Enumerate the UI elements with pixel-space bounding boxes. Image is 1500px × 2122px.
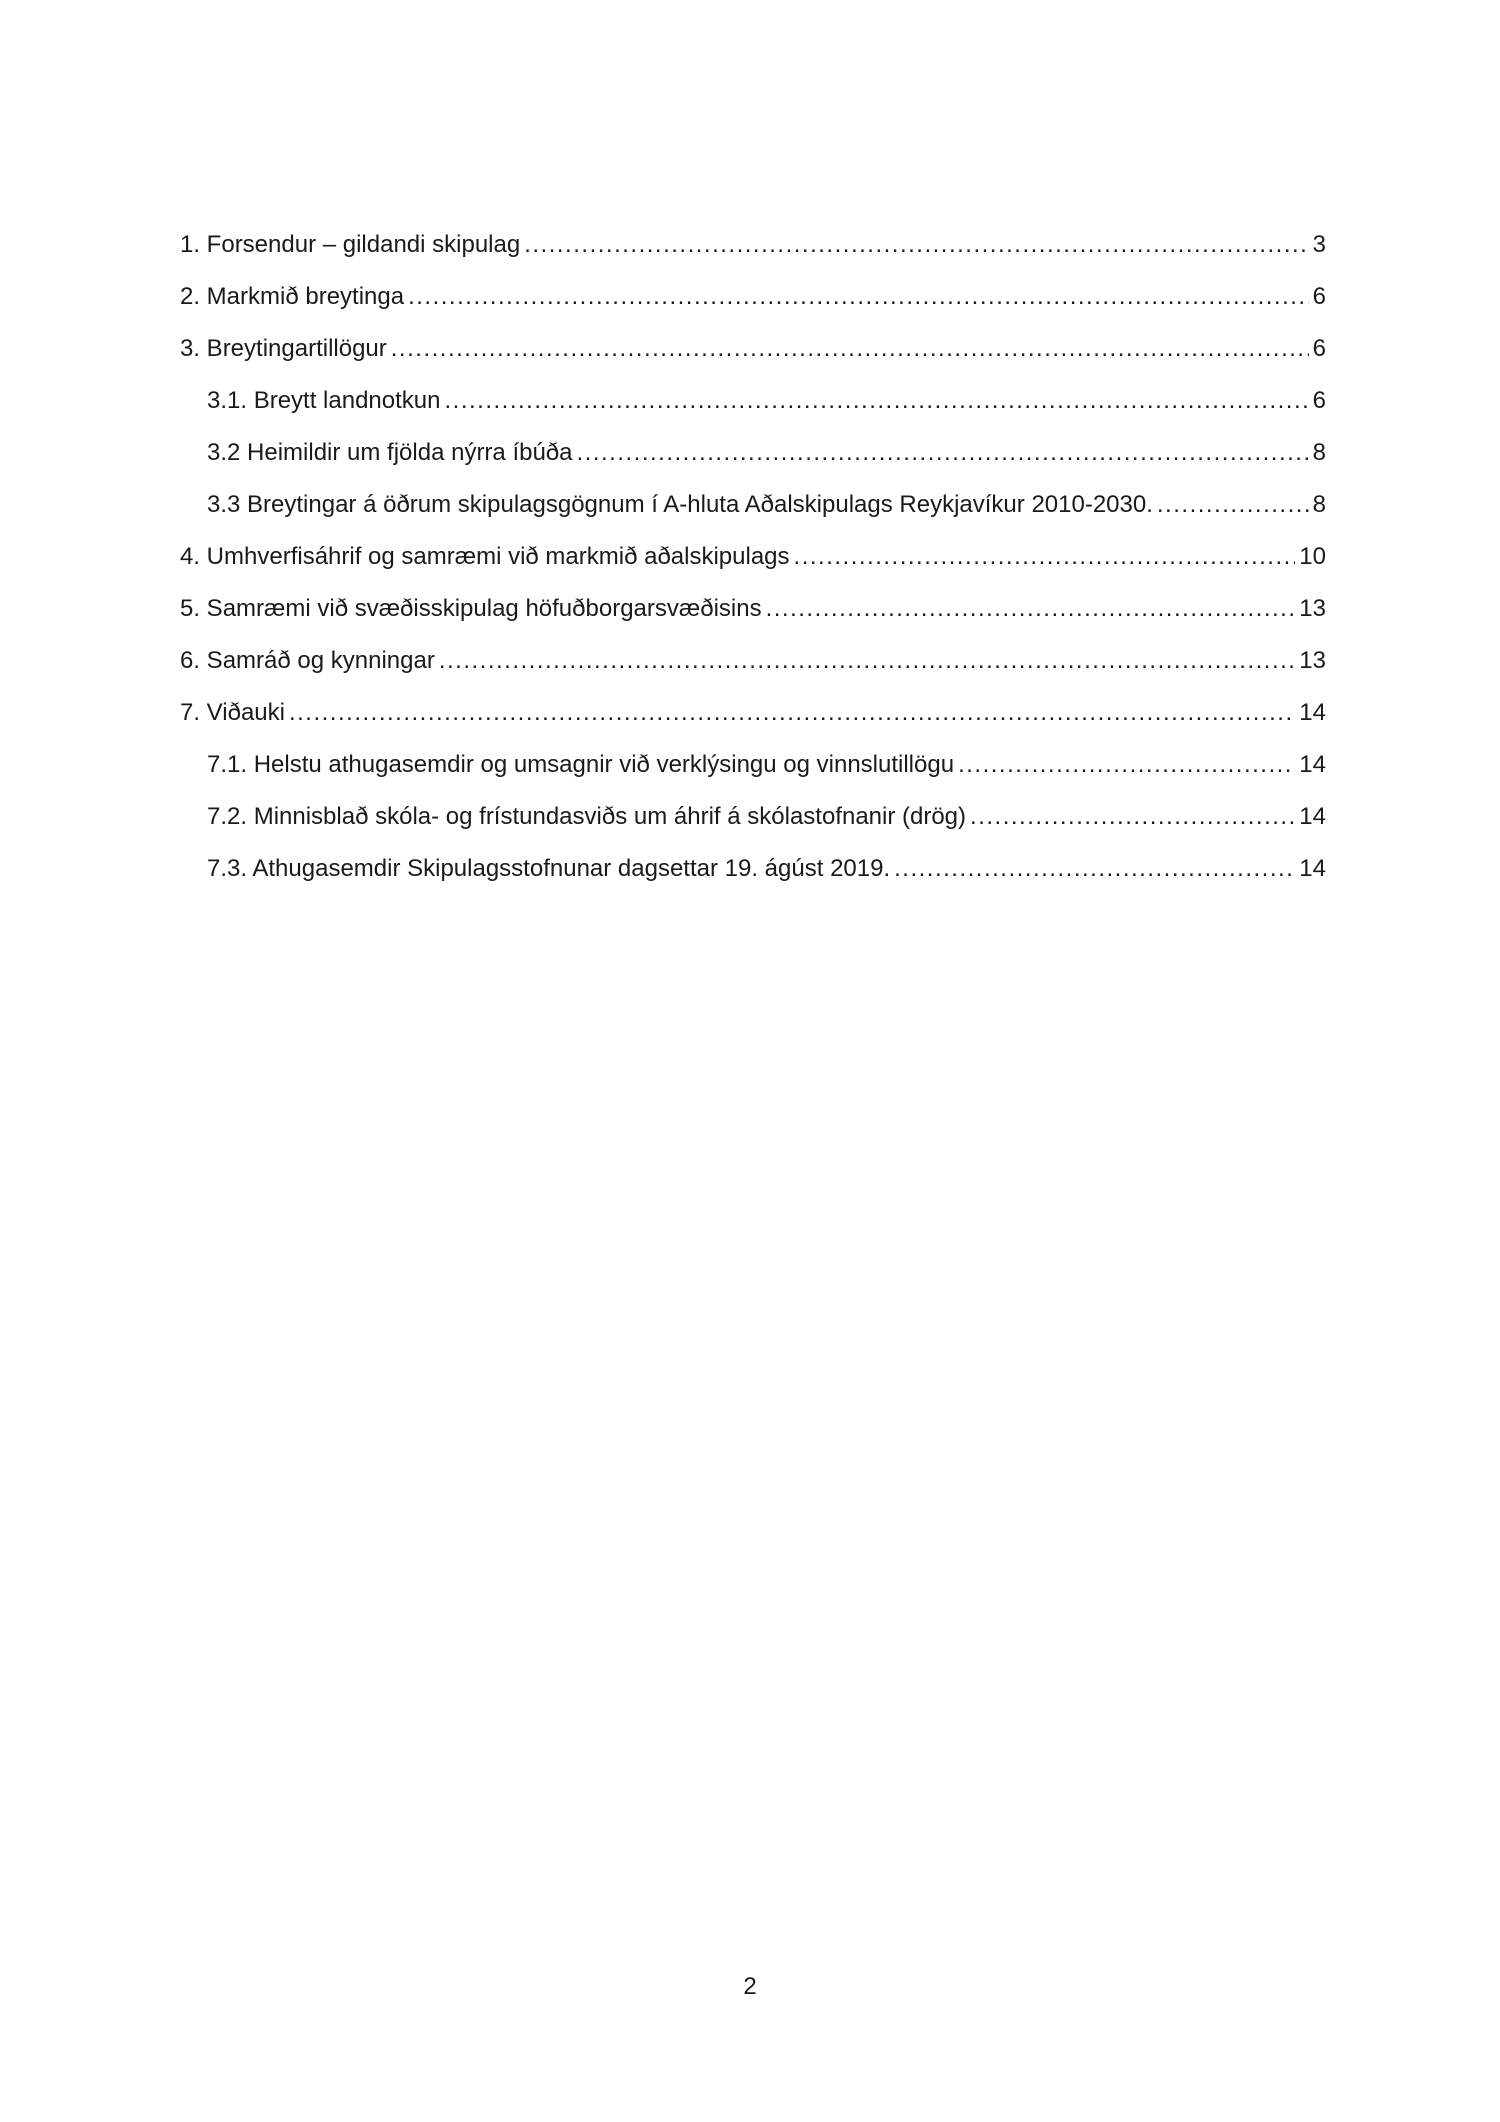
toc-entry-page: 8 [1312, 491, 1326, 518]
toc-entry-page: 14 [1299, 751, 1326, 778]
dot-leader [794, 540, 1296, 574]
toc-entry-title: 3.1. Breytt landnotkun [207, 387, 441, 414]
toc-entry-page: 6 [1312, 283, 1326, 310]
toc-entry-page: 14 [1299, 855, 1326, 882]
toc-entry-page: 6 [1312, 335, 1326, 362]
dot-leader [958, 748, 1295, 782]
toc-entry-page: 14 [1299, 803, 1326, 830]
toc-entry-4[interactable] [180, 540, 1326, 592]
toc-entry-page: 13 [1299, 595, 1326, 622]
toc-entry-page: 6 [1312, 387, 1326, 414]
dot-leader [577, 436, 1309, 470]
toc-entry-title: 3.2 Heimildir um fjölda nýrra íbúða [207, 439, 573, 466]
dot-leader [1157, 488, 1309, 522]
dot-leader [766, 592, 1296, 626]
toc-entry-5[interactable] [180, 592, 1326, 644]
toc-entry-page: 14 [1299, 699, 1326, 726]
page-number: 2 [743, 1973, 757, 2000]
toc-entry-6[interactable] [180, 644, 1326, 696]
toc-entry-title: 6. Samráð og kynningar [180, 647, 435, 674]
toc-entry-title: 4. Umhverfisáhrif og samræmi við markmið aðalskipulags [180, 543, 790, 570]
toc-entry-title: 7. Viðauki [180, 699, 285, 726]
toc-entry-7-1[interactable] [180, 748, 1326, 800]
toc-entry-page: 10 [1299, 543, 1326, 570]
toc-entry-1[interactable] [180, 228, 1326, 280]
dot-leader [408, 280, 1309, 314]
toc-entry-7[interactable] [180, 696, 1326, 748]
dot-leader [894, 852, 1295, 886]
toc-entry-3-3[interactable] [180, 488, 1326, 540]
toc-entry-title: 2. Markmið breytinga [180, 283, 405, 310]
toc-entry-title: 7.1. Helstu athugasemdir og umsagnir við verklýsingu og vinnslutillögu [207, 751, 955, 778]
dot-leader [439, 644, 1295, 678]
table-of-contents [180, 228, 1326, 904]
dot-leader [289, 696, 1295, 730]
toc-entry-title: 3. Breytingartillögur [180, 335, 387, 362]
toc-entry-page: 13 [1299, 647, 1326, 674]
toc-entry-title: 3.3 Breytingar á öðrum skipulagsgögnum í A-hluta Aðalskipulags Reykjavíkur 2010-2030. [207, 491, 1153, 518]
toc-entry-3[interactable] [180, 332, 1326, 384]
toc-entry-title: 7.3. Athugasemdir Skipulagsstofnunar dagsettar 19. ágúst 2019. [207, 855, 891, 882]
toc-entry-7-3[interactable] [180, 852, 1326, 904]
toc-entry-7-2[interactable] [180, 800, 1326, 852]
toc-entry-title: 5. Samræmi við svæðisskipulag höfuðborgarsvæðisins [180, 595, 762, 622]
toc-entry-title: 7.2. Minnisblað skóla- og frístundasviðs um áhrif á skólastofnanir (drög) [207, 803, 967, 830]
toc-entry-3-1[interactable] [180, 384, 1326, 436]
toc-entry-page: 3 [1312, 231, 1326, 258]
toc-entry-3-2[interactable] [180, 436, 1326, 488]
toc-entry-title: 1. Forsendur – gildandi skipulag [180, 231, 521, 258]
dot-leader [970, 800, 1295, 834]
dot-leader [391, 332, 1309, 366]
toc-entry-page: 8 [1312, 439, 1326, 466]
dot-leader [524, 228, 1308, 262]
dot-leader [444, 384, 1308, 418]
toc-entry-2[interactable] [180, 280, 1326, 332]
